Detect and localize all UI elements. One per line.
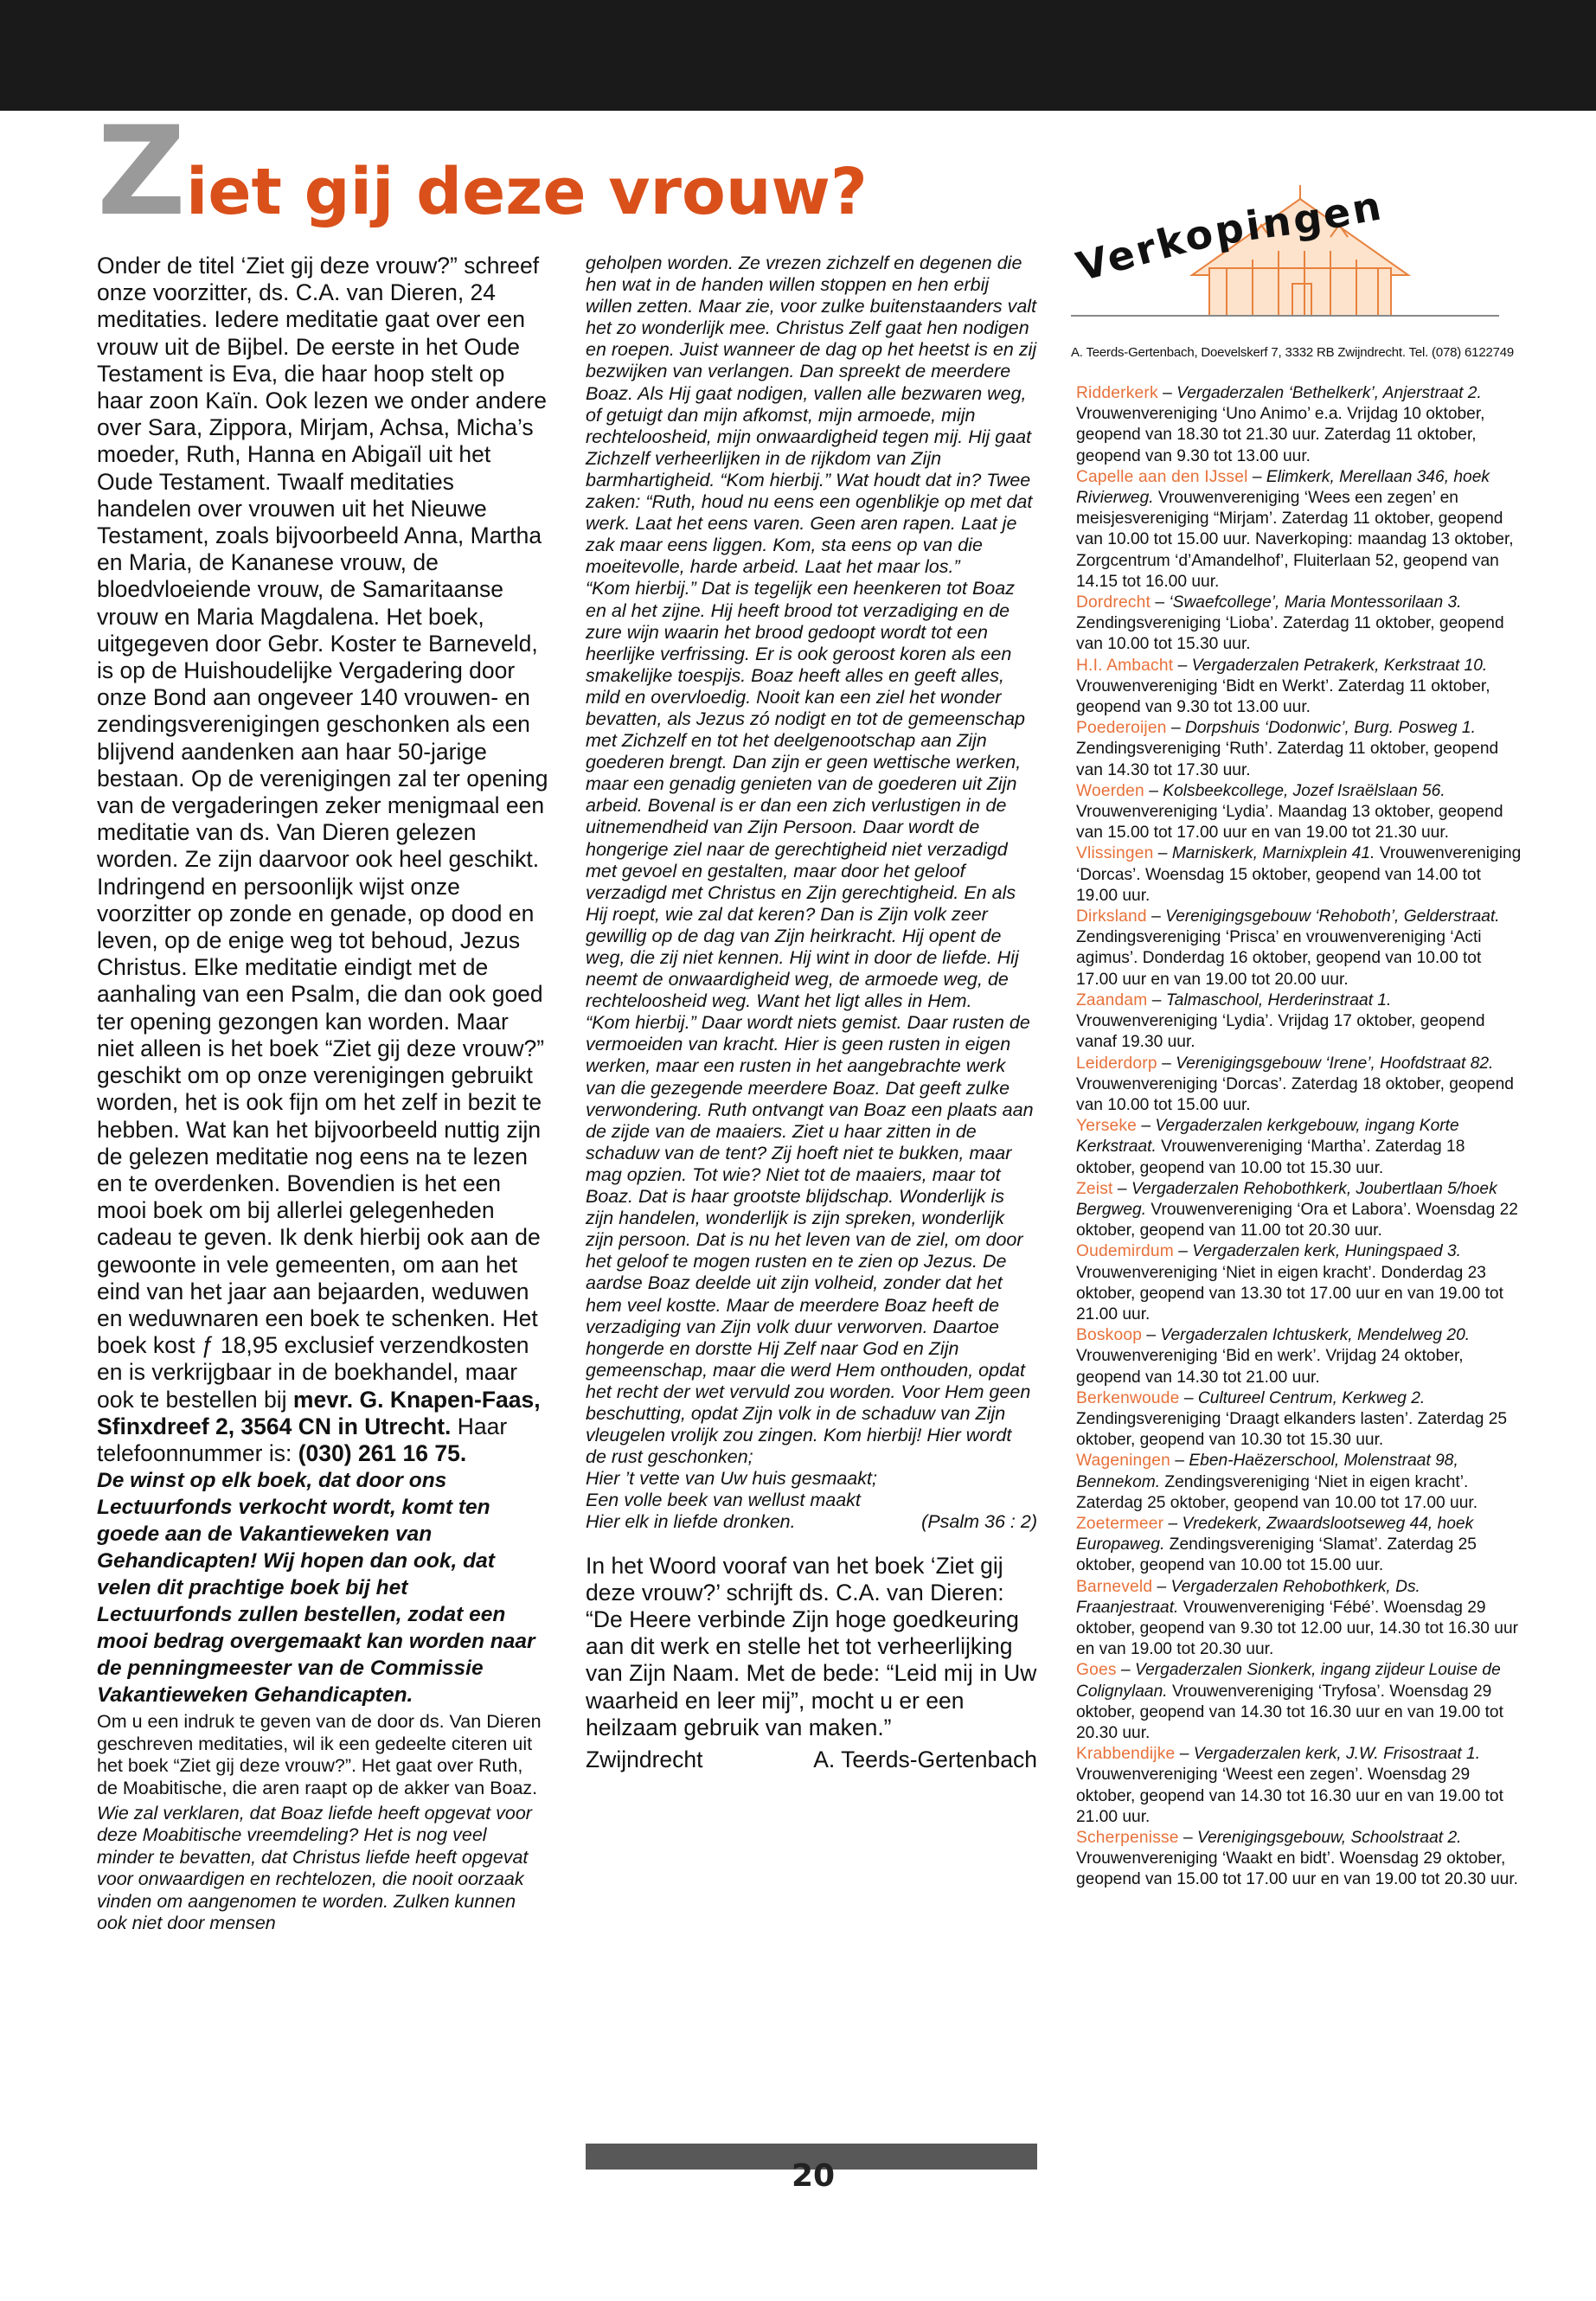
sale-location: Talmaschool, Herderinstraat 1. [1165, 990, 1392, 1009]
sale-entry: Dirksland – Verenigingsgebouw ‘Rehoboth’, Gelderstraat. Zendingsvereniging ‘Prisca’ en vrouwenvereniging ‘Acti agimus’. Donderdag 16 oktober, geopend van 10.00 tot 17.00 uur en van 19.00 tot 20.00 uur. [1076, 907, 1500, 989]
sale-town: Zeist [1076, 1179, 1113, 1198]
sale-entry: Zeist – Vergaderzalen Rehobothkerk, Joubertlaan 5/hoek Bergweg. Vrouwenvereniging ‘Ora et Labora’. Woensdag 22 oktober, geopend van 11.00 tot 20.30 uur. [1076, 1179, 1518, 1240]
sale-location: Vergaderzalen kerk, Huningspaed 3. [1192, 1242, 1461, 1261]
sale-entry: Woerden – Kolsbeekcollege, Jozef Israëlslaan 56. Vrouwenvereniging ‘Lydia’. Maandag 13 oktober, geopend van 15.00 tot 17.00 uur en van 19.00 tot 21.30 uur. [1076, 781, 1503, 843]
sale-town: Poederoijen [1076, 719, 1167, 738]
sale-details: Vrouwenvereniging ‘Bid en werk’. Vrijdag 24 oktober, geopend van 14.30 tot 21.00 uur. [1076, 1347, 1464, 1387]
quote-paragraph-3: “Kom hierbij.” Daar wordt niets gemist. Daar rusten de vermoeiden van kracht. Hier is geen rusten in eigen werken, maar een rusten in het aangebrachte werk van die gezegende meerdere Boaz. Dat geeft zulke verwondering. Ruth ontvangt van Boaz een plaats aan de zijde van de maaiers. Ziet u haar zitten in de schaduw van de tent? Zij hoeft niet te bukken, maar mag opzien. Tot wie? Niet tot de maaiers, maar tot Boaz. Dat is haar grootste blijdschap. Wonderlijk is zijn handelen, wonderlijk is zijn spreken, wonderlijk zijn persoon. Dat is nu het leven van de ziel, om door het geloof te mogen rusten en te zien op Jezus. De aardse Boaz deelde uit zijn volheid, zonder dat het hem veel kostte. Maar de meerdere Boaz heeft de verzadiging van Zijn volk duur verworven. Daartoe hongerde en dorstte Hij Zelf naar God en Zijn gemeenschap, maar die werd Hem onthouden, opdat het recht der wet vervuld zou worden. Voor Hem geen beschutting, opdat Zijn volk in de schaduw van Zijn vleugelen vrolijk zou zingen. Kom hierbij! Hier wordt de rust geschonken; [586, 1012, 1034, 1468]
sale-entry: Yerseke – Vergaderzalen kerkgebouw, ingang Korte Kerkstraat. Vrouwenvereniging ‘Martha’. Zaterdag 18 oktober, geopend van 10.00 tot 15.30 uur. [1076, 1117, 1465, 1177]
poem-last-line: Hier elk in liefde dronken. (Psalm 36 : 2) [586, 1511, 1037, 1533]
quote-paragraph-1: geholpen worden. Ze vrezen zichzelf en degenen die hen wat in de handen willen stoppen en hen erbij willen zetten. Maar zie, voor zulke buitenstaanders valt het zo wonderlijk mee. Christus Zelf gaat hen nodigen en roepen. Juist wanneer de dag op het heetst is en zij bezwijken van verlangen. Dan spreekt de meerdere Boaz. Als Hij gaat nodigen, vallen alle bezwaren weg, of getuigt dan mijn afkomst, mijn armoede, mijn rechteloosheid, mijn onwaardigheid tegen mij. Hij gaat Zichzelf verheerlijken in de rijkdom van Zijn barmhartigheid. “Kom hierbij.” Wat houdt dat in? Twee zaken: “Ruth, houd nu eens een ogenblikje op met dat werk. Laat het eens varen. Geen aren rapen. Laat je zak maar eens liggen. Kom, sta eens op van die moeitevolle, harde arbeid. Laat het maar los.” [586, 253, 1037, 578]
sale-location: Vergaderzalen Ichtuskerk, Mendelweg 20. [1160, 1326, 1471, 1345]
sale-details: Vrouwenvereniging ‘Niet in eigen kracht’. Donderdag 23 oktober, geopend van 13.30 tot 17.00 uur en van 19.00 tot 21.00 uur. [1076, 1263, 1503, 1324]
sale-details: Vrouwenvereniging ‘Uno Animo’ e.a. Vrijdag 10 oktober, geopend van 18.30 tot 21.30 uur. Zaterdag 11 oktober, geopend van 9.30 tot 13.00 uur. [1076, 405, 1485, 465]
sale-details: Vrouwenvereniging ‘Ora et Labora’. Woensdag 22 oktober, geopend van 11.00 tot 20.30 uur. [1076, 1200, 1518, 1240]
article-column-1 [97, 253, 548, 1935]
poem-line: Hier ’t vette van Uw huis gesmaakt; [586, 1468, 877, 1490]
sale-entry: Goes – Vergaderzalen Sionkerk, ingang zijdeur Louise de Colignylaan. Vrouwenvereniging ‘Tryfosa’. Woensdag 29 oktober, geopend van 14.30 tot 16.30 uur en van 19.00 tot 20.30 uur. [1076, 1661, 1503, 1742]
sale-location: Verenigingsgebouw ‘Rehoboth’, Gelderstraat. [1165, 907, 1500, 926]
sale-town: Berkenwoude [1076, 1388, 1180, 1407]
sale-entry: H.I. Ambacht – Vergaderzalen Petrakerk, Kerkstraat 10. Vrouwenvereniging ‘Bidt en Werkt’. Zaterdag 11 oktober, geopend van 9.30 tot 13.00 uur. [1076, 656, 1490, 717]
sale-location: Vergaderzalen Sionkerk, ingang zijdeur Louise de Colignylaan. [1076, 1661, 1501, 1701]
quote-paragraph-2: “Kom hierbij.” Dat is tegelijk een heenkeren tot Boaz en al het zijne. Hij heeft brood tot verzadiging en de zure wijn waarin het brood gedoopt wordt tot een heerlijke verfrissing. Er is ook geroost koren als een smakelijke toespijs. Boaz heeft alles en geeft alles, mild en overvloedig. Nooit kan een ziel het wonder bevatten, als Jezus zó nodigt en tot de gemeenschap met Zichzelf en tot het deelgenootschap aan Zijn goederen brengt. Dan zijn er geen wettische werken, maar een genadig genieten van de goederen uit Zijn arbeid. Bovenal is er dan een zich verlustigen in de uitnemendheid van Zijn Persoon. Daar wordt de hongerige ziel naar de gerechtigheid niet verzadigd met gevoel en gestalten, maar door het geloof verzadigd met Christus en Zijn gerechtigheid. En als Hij roept, wie zal dat keren? Dan is Zijn volk zeer gewillig op de dag van Zijn heirkracht. Hij opent de weg, die zij niet kennen. Hij wint in door de liefde. Hij neemt de onwaardigheid weg, de armoede weg, de rechteloosheid weg. Want het ligt alles in Hem. [586, 578, 1025, 1012]
sales-list [1076, 383, 1526, 1891]
sale-details: Vrouwenvereniging ‘Martha’. Zaterdag 18 oktober, geopend van 10.00 tot 15.30 uur. [1076, 1138, 1465, 1177]
sale-details: Vrouwenvereniging ‘Wees een zegen’ en meisjesvereniging “Mirjam’. Zaterdag 11 oktober, geopend van 10.00 tot 15.00 uur. Naverkoping: maandag 13 oktober, Zorgcentrum ‘d’Amandelhof’, Fluiterlaan 52, geopend van 14.15 tot 16.00 uur. [1076, 489, 1514, 591]
sale-entry: Ridderkerk – Vergaderzalen ‘Bethelkerk’, Anjerstraat 2. Vrouwenvereniging ‘Uno Animo’ e.a. Vrijdag 10 oktober, geopend van 18.30 tot 21.30 uur. Zaterdag 11 oktober, geopend van 9.30 tot 13.00 uur. [1076, 384, 1485, 465]
sale-entry: Krabbendijke – Vergaderzalen kerk, J.W. Frisostraat 1. Vrouwenvereniging ‘Weest een zegen’. Woensdag 29 oktober, geopend van 14.30 tot 16.30 uur en van 19.00 tot 21.00 uur. [1076, 1745, 1503, 1826]
sale-town: Scherpenisse [1076, 1829, 1179, 1848]
sale-details: Vrouwenvereniging ‘Bidt en Werkt’. Zaterdag 11 oktober, geopend van 9.30 tot 13.00 uur. [1076, 676, 1490, 717]
sale-details: Vrouwenvereniging ‘Waakt en bidt’. Woensdag 29 oktober, geopend van 15.00 tot 17.00 uur en van 19.00 tot 20.30 uur. [1076, 1849, 1519, 1889]
sale-town: Zoetermeer [1076, 1514, 1164, 1533]
sale-details: Zendingsvereniging ‘Draagt elkanders lasten’. Zaterdag 25 oktober, geopend van 10.30 tot 15.30 uur. [1076, 1409, 1508, 1450]
sale-town: Wageningen [1076, 1452, 1171, 1471]
sale-town: Vlissingen [1076, 844, 1154, 863]
sale-town: Yerseke [1076, 1117, 1138, 1136]
sale-town: Goes [1076, 1661, 1117, 1680]
sale-location: ‘Swaefcollege’, Maria Montessorilaan 3. [1169, 593, 1462, 612]
logo-word [1071, 182, 1499, 311]
quote-start: Wie zal verklaren, dat Boaz liefde heeft opgevat voor deze Moabitische vreemdeling? Het is nog veel minder te bevatten, dat Christus liefde heeft opgevat voor onwaardigen en rechtelozen, die nooit oorzaak vinden om aangenomen te worden. Zulken kunnen ook niet door mensen [97, 1802, 532, 1934]
sale-location: Cultureel Centrum, Kerkweg 2. [1197, 1388, 1426, 1407]
phone-number: (030) 261 16 75. [298, 1439, 467, 1466]
sale-entry: Capelle aan den IJssel – Elimkerk, Merellaan 346, hoek Rivierweg. Vrouwenvereniging ‘Wees een zegen’ en meisjesvereniging “Mirjam’. Zaterdag 11 oktober, geopend van 10.00 tot 15.00 uur. Naverkoping: maandag 13 oktober, Zorgcentrum ‘d’Amandelhof’, Fluiterlaan 52, geopend van 14.15 tot 16.00 uur. [1076, 467, 1514, 591]
title-rest: iet gij deze vrouw? [185, 155, 868, 229]
sale-entry: Barneveld – Vergaderzalen Rehobothkerk, Ds. Fraanjestraat. Vrouwenvereniging ‘Fébé’. Woensdag 29 oktober, geopend van 9.30 tot 12.00 uur, 14.30 tot 16.30 uur en van 19.00 tot 20.30 uur. [1076, 1577, 1519, 1659]
sale-entry: Zoetermeer – Vredekerk, Zwaardslootseweg 44, hoek Europaweg. Zendingsvereniging ‘Slamat’. Zaterdag 25 oktober, geopend van 10.00 tot 15.00 uur. [1076, 1514, 1477, 1575]
sale-location: Verenigingsgebouw ‘Irene’, Hoofdstraat 82. [1176, 1054, 1494, 1073]
order-address: mevr. G. Knapen-Faas, Sfinxdreef 2, 3564 CN in Utrecht. [97, 1386, 541, 1439]
sale-town: H.I. Ambacht [1076, 656, 1174, 675]
sale-town: Capelle aan den IJssel [1076, 467, 1248, 486]
sale-town: Dirksland [1076, 907, 1147, 926]
sale-entry: Poederoijen – Dorpshuis ‘Dodonwic’, Burg. Posweg 1. Zendingsvereniging ‘Ruth’. Zaterdag 11 oktober, geopend van 14.30 tot 17.30 uur. [1076, 719, 1499, 779]
poem-line: Een volle beek van wellust maakt [586, 1490, 861, 1511]
sale-details: Zendingsvereniging ‘Slamat’. Zaterdag 25 oktober, geopend van 10.00 tot 15.00 uur. [1076, 1535, 1477, 1575]
sale-town: Zaandam [1076, 990, 1148, 1009]
sale-details: Zendingsvereniging ‘Ruth’. Zaterdag 11 oktober, geopend van 14.30 tot 17.30 uur. [1076, 740, 1499, 779]
article-paragraph: Onder de titel ‘Ziet gij deze vrouw?” schreef onze voorzitter, ds. C.A. van Dieren, 24 meditaties. Iedere meditatie gaat over een vrouw uit de Bijbel. De eerste in het Oude Testament is Eva, die haar hoop stelt op haar zoon Kaïn. Ook lezen we onder andere over Sara, Zippora, Mirjam, Achsa, Micha’s moeder, Ruth, Hanna en Abigaïl uit het Oude Testament. Twaalf meditaties handelen over vrouwen uit het Nieuwe Testament, zoals bijvoorbeeld Anna, Martha en Maria, de Kananese vrouw, de bloedvloeiende vrouw, de Samaritaanse vrouw en Maria Magdalena. Het boek, uitgegeven door Gebr. Koster te Barneveld, is op de Huishoudelijke Vergadering door onze Bond aan ongeveer 140 vrouwen- en zendingsverenigingen geschonken als een blijvend aandenken aan haar 50-jarige bestaan. Op de verenigingen zal ter opening van de vergaderingen zeker menigmaal een meditatie van ds. Van Dieren gelezen worden. Ze zijn daarvoor ook heel geschikt. Indringend en persoonlijk wijst onze voorzitter op zonde en genade, op dood en leven, op de enige weg tot behoud, Jezus Christus. Elke meditatie eindigt met de aanhaling van een Psalm, die dan ook goed ter opening gezongen kan worden. Maar niet alleen is het boek “Ziet gij deze vrouw?” geschikt om op onze verenigingen gebruikt worden, het is ook fijn om het zelf in bezit te hebben. Wat kan het bijvoorbeeld nuttig zijn de gelezen meditatie nog eens na te lezen en te overdenken. Bovendien is het een mooi boek om bij allerlei gelegenheden cadeau te geven. Ik denk hierbij ook aan de gewoonte in vele gemeenten, om aan het eind van het jaar aan bejaarden, weduwen en weduwnaren een boek te schenken. Het boek kost ƒ 18,95 exclusief verzendkosten en is verkrijgbaar in de boekhandel, maar ook te bestellen bij mevr. G. Knapen-Faas, Sfinxdreef 2, 3564 CN in Utrecht. Haar telefoonnummer is: (030) 261 16 75. [97, 253, 548, 1466]
page-title [97, 100, 868, 243]
sale-location: Vergaderzalen Petrakerk, Kerkstraat 10. [1191, 656, 1488, 675]
sale-details: Vrouwenvereniging ‘Lydia’. Maandag 13 oktober, geopend van 15.00 tot 17.00 uur en van 19.00 tot 21.30 uur. [1076, 803, 1503, 843]
sale-entry: Berkenwoude – Cultureel Centrum, Kerkweg 2. Zendingsvereniging ‘Draagt elkanders lasten’. Zaterdag 25 oktober, geopend van 10.30 tot 15.30 uur. [1076, 1388, 1508, 1450]
sale-location: Eben-Haëzerschool, Molenstraat 98, Bennekom. [1076, 1452, 1458, 1491]
sale-entry: Wageningen – Eben-Haëzerschool, Molenstraat 98, Bennekom. Zendingsvereniging ‘Niet in eigen kracht’. Zaterdag 25 oktober, geopend van 10.00 tot 17.00 uur. [1076, 1452, 1478, 1512]
contact-address: A. Teerds-Gertenbach, Doevelskerf 7, 3332 RB Zwijndrecht. Tel. (078) 6122749 [1071, 345, 1515, 360]
sale-details: Vrouwenvereniging ‘Lydia’. Vrijdag 17 oktober, geopend vanaf 19.30 uur. [1076, 1012, 1485, 1052]
sale-entry: Zaandam – Talmaschool, Herderinstraat 1. Vrouwenvereniging ‘Lydia’. Vrijdag 17 oktober, geopend vanaf 19.30 uur. [1076, 990, 1485, 1052]
top-black-band [0, 0, 1596, 111]
sale-entry: Scherpenisse – Verenigingsgebouw, Schoolstraat 2. Vrouwenvereniging ‘Waakt en bidt’. Woensdag 29 oktober, geopend van 15.00 tot 17.00 uur en van 19.00 tot 20.30 uur. [1076, 1829, 1519, 1889]
sale-location: Vergaderzalen kerkgebouw, ingang Korte Kerkstraat. [1076, 1117, 1459, 1157]
psalm-reference: (Psalm 36 : 2) [921, 1511, 1037, 1533]
sale-details: Vrouwenvereniging ‘Dorcas’. Zaterdag 18 oktober, geopend van 10.00 tot 15.00 uur. [1076, 1074, 1514, 1114]
sale-entry: Vlissingen – Marniskerk, Marnixplein 41. Vrouwenvereniging ‘Dorcas’. Woensdag 15 oktober, geopend van 14.00 tot 19.00 uur. [1076, 844, 1522, 905]
sale-location: Elimkerk, Merellaan 346, hoek Rivierweg. [1076, 467, 1490, 508]
sale-location: Vredekerk, Zwaardslootseweg 44, hoek Europaweg. [1076, 1514, 1474, 1554]
sale-location: Vergaderzalen Rehobothkerk, Joubertlaan 5/hoek Bergweg. [1076, 1179, 1497, 1219]
sale-location: Marniskerk, Marnixplein 41. [1171, 844, 1375, 863]
article-column-2 [586, 253, 1037, 1773]
sale-location: Verenigingsgebouw, Schoolstraat 2. [1197, 1829, 1462, 1848]
sale-details: Zendingsvereniging ‘Niet in eigen kracht’. Zaterdag 25 oktober, geopend van 10.00 tot 17.00 uur. [1076, 1472, 1478, 1512]
sale-details: Vrouwenvereniging ‘Tryfosa’. Woensdag 29 oktober, geopend van 14.30 tot 16.30 uur en van 19.00 tot 20.30 uur. [1076, 1682, 1503, 1742]
closing-paragraph: In het Woord vooraf van het boek ‘Ziet gij deze vrouw?’ schrijft ds. C.A. van Dieren: “De Heere verbinde Zijn hoge goedkeuring aan dit werk en stelle het tot verheerlijking van Zijn Naam. Met de bede: “Leid mij in Uw waarheid en leer mij”, mocht u er een heilzaam gebruik van maken.” [586, 1552, 1037, 1740]
sale-details: Vrouwenvereniging ‘Dorcas’. Woensdag 15 oktober, geopend van 14.00 tot 19.00 uur. [1076, 844, 1522, 905]
sale-location: Vergaderzalen kerk, J.W. Frisostraat 1. [1193, 1745, 1481, 1764]
sale-details: Zendingsvereniging ‘Prisca’ en vrouwenvereniging ‘Acti agimus’. Donderdag 16 oktober, geopend van 10.00 tot 17.00 uur en van 19.00 tot 20.00 uur. [1076, 928, 1482, 989]
sale-entry: Leiderdorp – Verenigingsgebouw ‘Irene’, Hoofdstraat 82. Vrouwenvereniging ‘Dorcas’. Zaterdag 18 oktober, geopend van 10.00 tot 15.00 uur. [1076, 1054, 1514, 1114]
verkopingen-logo [1071, 173, 1499, 320]
sale-details: Zendingsvereniging ‘Lioba’. Zaterdag 11 oktober, geopend van 10.00 tot 15.30 uur. [1076, 614, 1504, 654]
quote-intro: Om u een indruk te geven van de door ds. Van Dieren geschreven meditaties, wil ik een gedeelte citeren uit het boek “Ziet gij deze vrouw?”. Het gaat over Ruth, de Moabitische, die aren raapt op de akker van Boaz. [97, 1711, 542, 1798]
book-price: ƒ 18,95 [201, 1332, 279, 1359]
sale-location: Dorpshuis ‘Dodonwic’, Burg. Posweg 1. [1184, 719, 1476, 738]
sale-town: Woerden [1076, 781, 1144, 800]
title-initial: Z [97, 100, 186, 243]
signature [586, 1747, 1037, 1773]
signature-name: A. Teerds-Gertenbach [813, 1746, 1037, 1772]
sale-details: Vrouwenvereniging ‘Fébé’. Woensdag 29 oktober, geopend van 9.30 tot 12.00 uur, 14.30 tot 16.30 uur en van 19.00 tot 20.30 uur. [1076, 1598, 1519, 1659]
signature-place: Zwijndrecht [586, 1746, 703, 1772]
fund-note: De winst op elk boek, dat door ons Lectuurfonds verkocht wordt, komt ten goede aan de Vakantieweken van Gehandicapten! Wij hopen dan ook, dat velen dit prachtige boek bij het Lectuurfonds zullen bestellen, zodat een mooi bedrag overgemaakt kan worden naar de penningmeester van de Commissie Vakantieweken Gehandicapten. [97, 1469, 535, 1708]
sale-town: Boskoop [1076, 1326, 1143, 1345]
sale-location: Vergaderzalen Rehobothkerk, Ds. Fraanjestraat. [1076, 1577, 1420, 1617]
sale-entry: Oudemirdum – Vergaderzalen kerk, Huningspaed 3. Vrouwenvereniging ‘Niet in eigen kracht’. Donderdag 23 oktober, geopend van 13.30 tot 17.00 uur en van 19.00 tot 21.00 uur. [1076, 1242, 1503, 1324]
sale-town: Leiderdorp [1076, 1054, 1157, 1073]
sale-location: Vergaderzalen ‘Bethelkerk’, Anjerstraat 2. [1176, 384, 1482, 402]
sale-town: Krabbendijke [1076, 1745, 1176, 1764]
sale-town: Oudemirdum [1076, 1242, 1174, 1261]
sale-town: Dordrecht [1076, 593, 1151, 612]
sale-entry: Boskoop – Vergaderzalen Ichtuskerk, Mendelweg 20. Vrouwenvereniging ‘Bid en werk’. Vrijdag 24 oktober, geopend van 14.30 tot 21.00 uur. [1076, 1326, 1471, 1387]
sale-town: Barneveld [1076, 1577, 1153, 1596]
svg-text:Verkopingen: Verkopingen [1071, 182, 1388, 291]
sale-entry: Dordrecht – ‘Swaefcollege’, Maria Montessorilaan 3. Zendingsvereniging ‘Lioba’. Zaterdag 11 oktober, geopend van 10.00 tot 15.30 uur. [1076, 593, 1504, 654]
page-number: 20 [791, 2158, 836, 2194]
sale-details: Vrouwenvereniging ‘Weest een zegen’. Woensdag 29 oktober, geopend van 14.30 tot 16.30 uur en van 19.00 tot 21.00 uur. [1076, 1766, 1503, 1826]
sale-town: Ridderkerk [1076, 384, 1158, 402]
sale-location: Kolsbeekcollege, Jozef Israëlslaan 56. [1163, 781, 1445, 800]
